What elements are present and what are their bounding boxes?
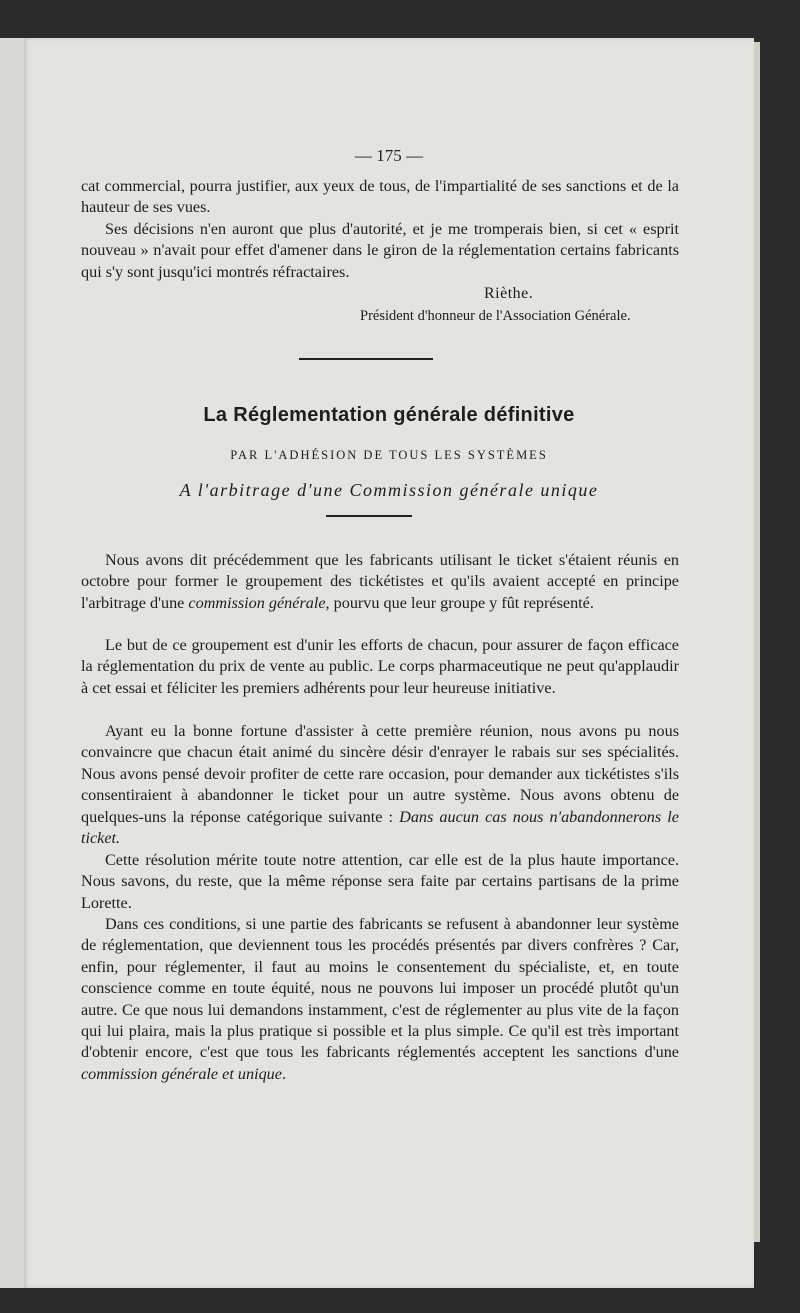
section-divider (299, 358, 433, 360)
continuation-paragraph-2: Ses décisions n'en auront que plus d'autorité, et je me tromperais bien, si cet « esprit nouveau » n'avait pour effet d'amener dans le giron de la réglementation certains fabricants qui s'y sont jusqu'ici montrés réfractaires. (81, 220, 679, 281)
facing-page-edge (0, 38, 25, 1288)
emphasis-text: commission générale et unique (81, 1064, 282, 1083)
emphasis-text: Dans aucun cas nous n'abandonnerons le ticket. (81, 807, 679, 848)
article-subtitle: PAR L'ADHÉSION DE TOUS LES SYSTÈMES (230, 448, 548, 462)
signature-name: Rièthe. (484, 285, 534, 302)
page-number: — 175 — (355, 146, 423, 165)
signature-title: Président d'honneur de l'Association Générale. (360, 308, 631, 324)
title-divider (326, 515, 412, 517)
article-title: La Réglementation générale définitive (203, 404, 575, 426)
article-tagline: A l'arbitrage d'une Commission générale unique (179, 480, 599, 500)
article-paragraph-5: Dans ces conditions, si une partie des fabricants se refusent à abandonner leur système de réglementation, que deviennent tous les procédés présentés par divers confrères ? Car, enfin, pour réglementer, il faut au moins le consentement du spécialiste, et, en toute conscience comme en toute équité, nous ne pouvons lui imposer un procédé plutôt qu'un autre. Ce que nous lui demandons instamment, c'est de réglementer au plus vite de la façon qui lui plaira, mais la plus pratique si possible et la plus simple. Ce qu'il est très important d'obtenir encore, c'est que tous les fabricants réglementés acceptent les sanctions d'une commission générale et unique. (81, 915, 679, 1083)
article-paragraph-3: Ayant eu la bonne fortune d'assister à cette première réunion, nous avons pu nous convaincre que chacun était animé du sincère désir d'enrayer le rabais sur ses spécialités. Nous avons pensé devoir profiter de cette rare occasion, pour demander aux tickétistes s'ils consentiraient à abandonner le ticket pour un autre système. Nous avons obtenu de quelques-uns la réponse catégorique suivante : Dans aucun cas nous n'abandonnerons le ticket. (81, 722, 679, 848)
page-stack-edge (754, 42, 760, 1242)
article-paragraph-4: Cette résolution mérite toute notre attention, car elle est de la plus haute importance. Nous savons, du reste, que la même réponse sera faite par certains partisans de la prime Lorette. (81, 851, 679, 912)
article-paragraph-2: Le but de ce groupement est d'unir les efforts de chacun, pour assurer de façon efficace la réglementation du prix de vente au public. Le corps pharmaceutique ne peut qu'applaudir à cet essai et féliciter les premiers adhérents pour leur heureuse initiative. (81, 636, 679, 697)
article-paragraph-1: Nous avons dit précédemment que les fabricants utilisant le ticket s'étaient réunis en octobre pour former le groupement des tickétistes et qu'ils avaient accepté en principe l'arbitrage d'une commission générale, pourvu que leur groupe y fût représenté. (81, 551, 679, 612)
continuation-paragraph-1: cat commercial, pourra justifier, aux yeux de tous, de l'impartialité de ses sanctions et de la hauteur de ses vues. (81, 177, 679, 217)
emphasis-text: commission générale (188, 593, 326, 612)
document-page (24, 38, 754, 1288)
